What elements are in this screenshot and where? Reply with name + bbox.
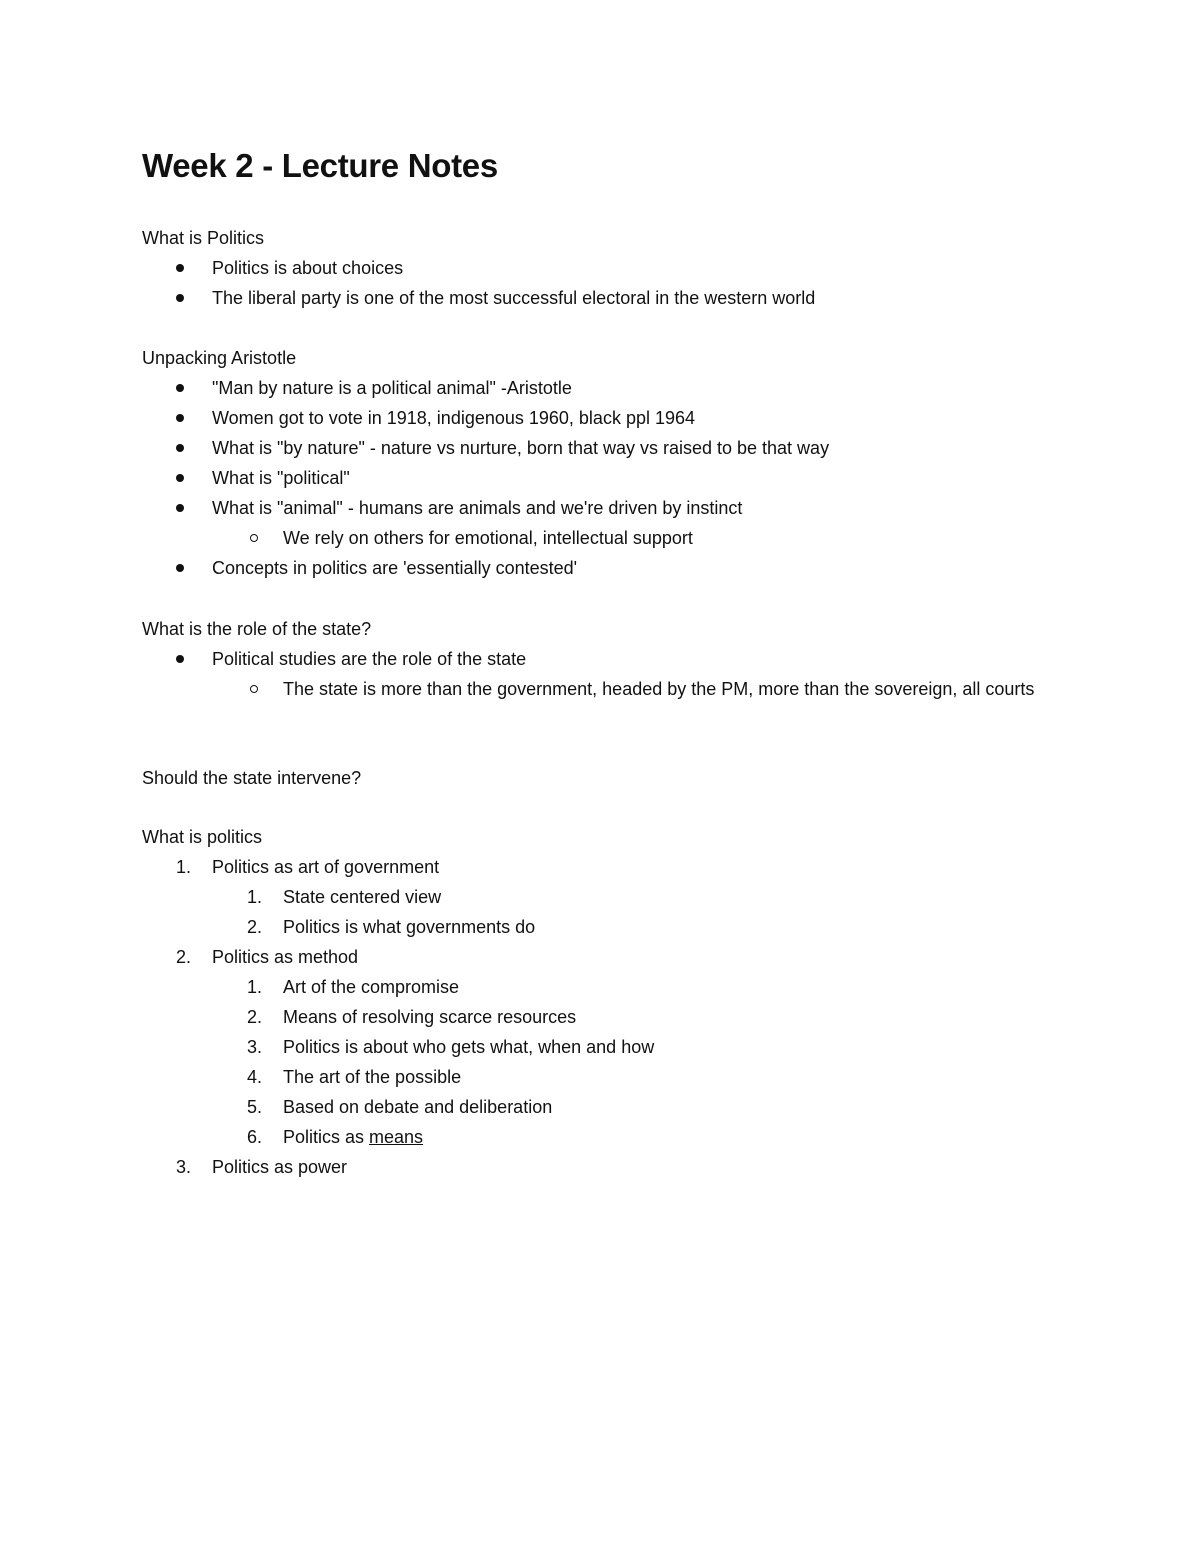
bullet-icon	[176, 564, 184, 572]
bullet-item	[142, 553, 1092, 583]
sub-bullet-item	[142, 674, 1092, 704]
bullet-text: Concepts in politics are 'essentially contested'	[212, 558, 578, 578]
sub-numbered-text-prefix: Politics as	[283, 1127, 370, 1147]
list-number: 1.	[247, 887, 263, 907]
sub-numbered-text: Politics is about who gets what, when and how	[283, 1037, 655, 1057]
list-number: 6.	[247, 1127, 263, 1147]
list-number: 2.	[247, 917, 263, 937]
list-number: 3.	[176, 1157, 192, 1177]
sub-bullet-item	[142, 523, 1092, 553]
bullet-icon	[176, 474, 184, 482]
sub-numbered-item	[142, 1002, 1092, 1032]
sub-numbered-text: Art of the compromise	[283, 977, 460, 997]
numbered-text: Politics as art of government	[212, 857, 440, 877]
bullet-item	[142, 283, 1092, 313]
numbered-text: Politics as power	[212, 1157, 348, 1177]
bullet-item	[142, 493, 1092, 523]
bullet-item	[142, 644, 1092, 674]
sub-numbered-item	[142, 912, 1092, 942]
bullet-item	[142, 253, 1092, 283]
sub-numbered-text: Based on debate and deliberation	[283, 1097, 553, 1117]
bullet-icon	[176, 294, 184, 302]
underlined-word: means	[369, 1127, 424, 1147]
bullet-text: What is "political"	[212, 468, 350, 488]
sub-numbered-item	[142, 1032, 1092, 1062]
list-number: 2.	[247, 1007, 263, 1027]
section-heading: What is politics	[142, 827, 263, 847]
bullet-text: What is "animal" - humans are animals and we're driven by instinct	[212, 498, 743, 518]
bullet-icon	[176, 655, 184, 663]
hollow-bullet-icon	[250, 534, 258, 542]
numbered-item	[142, 852, 1092, 882]
list-number: 5.	[247, 1097, 263, 1117]
bullet-text: Political studies are the role of the state	[212, 649, 527, 669]
sub-numbered-item	[142, 972, 1092, 1002]
numbered-item	[142, 1152, 1092, 1182]
hollow-bullet-icon	[250, 685, 258, 693]
sub-numbered-text: State centered view	[283, 887, 442, 907]
sub-numbered-text: Politics is what governments do	[283, 917, 536, 937]
bullet-icon	[176, 414, 184, 422]
section-role-of-state	[142, 614, 1092, 704]
section-should-state-intervene	[142, 763, 1092, 793]
bullet-item	[142, 373, 1092, 403]
bullet-text: "Man by nature is a political animal" -Aristotle	[212, 378, 572, 398]
sub-bullet-text: The state is more than the government, headed by the PM, more than the sovereign, all courts	[283, 679, 1035, 699]
section-what-is-politics-numbered	[142, 822, 1092, 1182]
bullet-text: The liberal party is one of the most successful electoral in the western world	[212, 288, 816, 308]
sub-bullet-text: We rely on others for emotional, intellectual support	[283, 528, 693, 548]
bullet-item	[142, 463, 1092, 493]
bullet-icon	[176, 264, 184, 272]
numbered-text: Politics as method	[212, 947, 359, 967]
list-number: 3.	[247, 1037, 263, 1057]
numbered-item	[142, 942, 1092, 972]
section-heading: What is the role of the state?	[142, 619, 372, 639]
list-number: 2.	[176, 947, 192, 967]
section-unpacking-aristotle	[142, 343, 1092, 583]
bullet-icon	[176, 384, 184, 392]
sub-numbered-item	[142, 1122, 1092, 1152]
sub-numbered-item	[142, 1092, 1092, 1122]
list-number: 4.	[247, 1067, 263, 1087]
bullet-text: Politics is about choices	[212, 258, 404, 278]
bullet-item	[142, 403, 1092, 433]
sub-numbered-text: Means of resolving scarce resources	[283, 1007, 577, 1027]
bullet-text: What is "by nature" - nature vs nurture, born that way vs raised to be that way	[212, 438, 830, 458]
document-title: Week 2 - Lecture Notes	[142, 147, 498, 184]
section-heading: Unpacking Aristotle	[142, 348, 297, 368]
bullet-icon	[176, 504, 184, 512]
section-heading: What is Politics	[142, 228, 265, 248]
list-number: 1.	[247, 977, 263, 997]
section-what-is-politics	[142, 223, 1092, 313]
list-number: 1.	[176, 857, 192, 877]
sub-numbered-item	[142, 1062, 1092, 1092]
sub-numbered-text: The art of the possible	[283, 1067, 462, 1087]
bullet-icon	[176, 444, 184, 452]
bullet-text: Women got to vote in 1918, indigenous 1960, black ppl 1964	[212, 408, 696, 428]
bullet-item	[142, 433, 1092, 463]
sub-numbered-item	[142, 882, 1092, 912]
section-heading: Should the state intervene?	[142, 768, 362, 788]
